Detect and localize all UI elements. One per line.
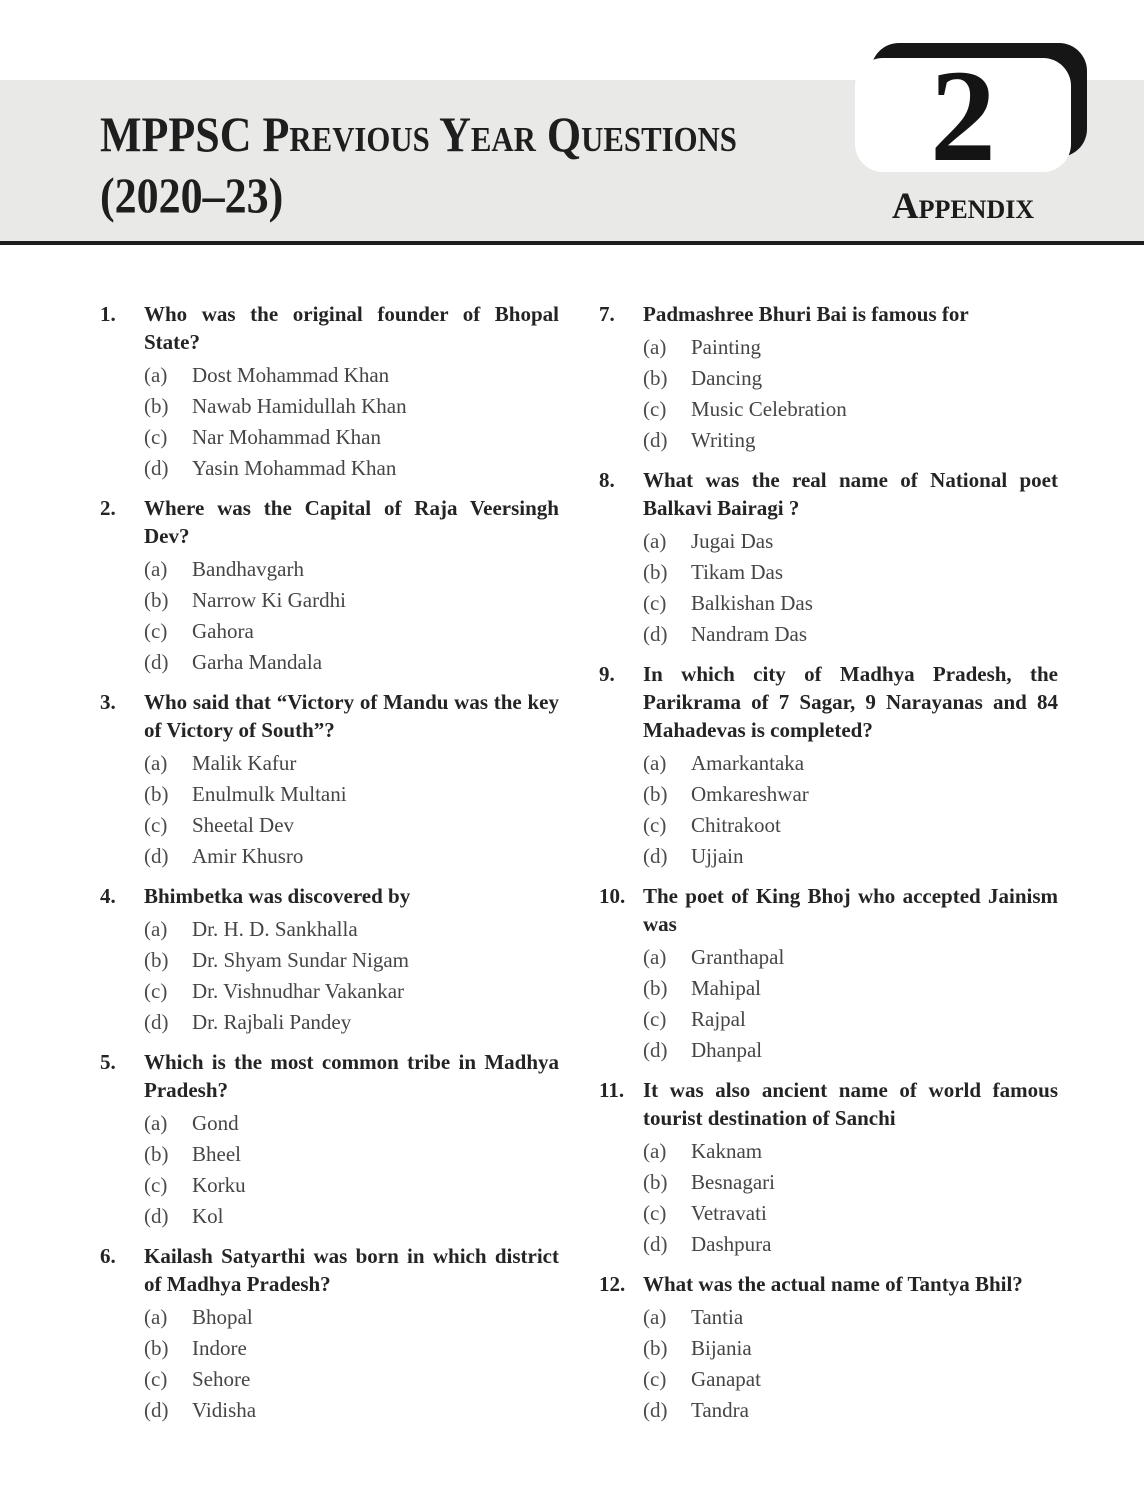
- option: [643, 1139, 1058, 1163]
- option: [643, 1367, 1058, 1391]
- option-text: Bhopal: [192, 1305, 253, 1329]
- option-letter: (d): [144, 1010, 169, 1034]
- question-12: [599, 1270, 1058, 1422]
- option: [144, 979, 559, 1003]
- question-number: 12.: [599, 1272, 626, 1296]
- question-number: 1.: [100, 302, 116, 326]
- option-text: Tantia: [691, 1305, 744, 1329]
- question-text: It was also ancient name of world famous tourist destination of Sanchi: [643, 1078, 1058, 1130]
- question-text: Padmashree Bhuri Bai is famous for: [643, 302, 969, 326]
- question-number: 4.: [100, 884, 116, 908]
- question-text: Which is the most common tribe in Madhya Pradesh?: [144, 1050, 559, 1102]
- option: [643, 397, 1058, 421]
- option-text: Omkareshwar: [691, 782, 809, 806]
- option: [643, 844, 1058, 868]
- option-letter: (b): [144, 1142, 169, 1166]
- question-head: [599, 882, 1058, 938]
- option: [144, 1398, 559, 1422]
- option-text: Vetravati: [691, 1201, 767, 1225]
- option-text: Mahipal: [691, 976, 761, 1000]
- option-text: Gond: [192, 1111, 239, 1135]
- option-text: Tandra: [691, 1398, 749, 1422]
- option-letter: (a): [144, 1305, 168, 1329]
- option: [643, 428, 1058, 452]
- option-text: Painting: [691, 335, 762, 359]
- option-letter: (b): [144, 1336, 169, 1360]
- option: [643, 1007, 1058, 1031]
- option-letter: (c): [144, 425, 168, 449]
- option: [144, 363, 559, 387]
- question-1: [100, 300, 559, 480]
- option: [144, 1336, 559, 1360]
- option-text: Ganapat: [691, 1367, 761, 1391]
- option-letter: (b): [144, 948, 169, 972]
- option-text: Sehore: [192, 1367, 251, 1391]
- question-number: 11.: [599, 1078, 625, 1102]
- option: [144, 917, 559, 941]
- question-head: [100, 688, 559, 744]
- option: [643, 591, 1058, 615]
- question-head: [599, 1270, 1058, 1298]
- option-letter: (c): [643, 591, 667, 615]
- option-letter: (d): [144, 1204, 169, 1228]
- page-title-line2: (2020–23): [100, 167, 284, 223]
- option: [144, 948, 559, 972]
- option: [144, 619, 559, 643]
- question-head: [599, 660, 1058, 744]
- option: [643, 366, 1058, 390]
- option-text: Bijania: [691, 1336, 752, 1360]
- option-text: Balkishan Das: [691, 591, 813, 615]
- option-letter: (b): [643, 1170, 668, 1194]
- question-2: [100, 494, 559, 674]
- option-letter: (d): [144, 844, 169, 868]
- option-letter: (b): [144, 394, 169, 418]
- right-column: [599, 300, 1058, 1436]
- appendix-badge: [855, 42, 1071, 189]
- option-text: Granthapal: [691, 945, 785, 969]
- option-text: Malik Kafur: [192, 751, 297, 775]
- left-column: [100, 300, 559, 1436]
- question-text: What was the actual name of Tantya Bhil?: [643, 1272, 1023, 1296]
- question-5: [100, 1048, 559, 1228]
- option: [144, 456, 559, 480]
- appendix-number: 2: [930, 42, 996, 189]
- question-number: 6.: [100, 1244, 116, 1268]
- option-letter: (c): [144, 979, 168, 1003]
- option-text: Nar Mohammad Khan: [192, 425, 381, 449]
- option: [144, 1010, 559, 1034]
- option-letter: (d): [643, 1232, 668, 1256]
- option: [643, 1038, 1058, 1062]
- option: [144, 557, 559, 581]
- option: [643, 813, 1058, 837]
- question-text: The poet of King Bhoj who accepted Jainism was: [643, 884, 1058, 936]
- option-letter: (a): [144, 917, 168, 941]
- option: [144, 425, 559, 449]
- option-text: Dr. H. D. Sankhalla: [192, 917, 358, 941]
- question-number: 9.: [599, 662, 615, 686]
- option: [643, 1305, 1058, 1329]
- option-letter: (a): [643, 1305, 667, 1329]
- option-letter: (a): [144, 1111, 168, 1135]
- question-head: [599, 466, 1058, 522]
- option-text: Indore: [192, 1336, 247, 1360]
- option-letter: (d): [643, 428, 668, 452]
- option-letter: (d): [144, 650, 169, 674]
- option-text: Amarkantaka: [691, 751, 805, 775]
- option: [643, 529, 1058, 553]
- option: [144, 1305, 559, 1329]
- option-text: Dr. Shyam Sundar Nigam: [192, 948, 409, 972]
- question-7: [599, 300, 1058, 452]
- option-text: Dashpura: [691, 1232, 772, 1256]
- option-letter: (d): [643, 1038, 668, 1062]
- option-letter: (d): [643, 1398, 668, 1422]
- question-head: [100, 300, 559, 356]
- option-text: Narrow Ki Gardhi: [192, 588, 346, 612]
- option-letter: (c): [643, 813, 667, 837]
- option: [144, 1204, 559, 1228]
- option-letter: (d): [643, 844, 668, 868]
- question-text: Bhimbetka was discovered by: [144, 884, 411, 908]
- option-text: Besnagari: [691, 1170, 775, 1194]
- option-letter: (a): [643, 335, 667, 359]
- option: [643, 560, 1058, 584]
- option: [144, 813, 559, 837]
- option-text: Bheel: [192, 1142, 241, 1166]
- option-letter: (a): [643, 751, 667, 775]
- option-letter: (c): [643, 1367, 667, 1391]
- option: [643, 751, 1058, 775]
- option-letter: (b): [643, 1336, 668, 1360]
- option: [643, 945, 1058, 969]
- option-letter: (c): [144, 619, 168, 643]
- option-letter: (b): [643, 976, 668, 1000]
- option-text: Nandram Das: [691, 622, 808, 646]
- page-title-line1: MPPSC Previous Year Questions: [100, 106, 737, 162]
- option-letter: (b): [144, 588, 169, 612]
- option: [643, 976, 1058, 1000]
- question-text: In which city of Madhya Pradesh, the Parikrama of 7 Sagar, 9 Narayanas and 84 Mahadevas is completed?: [643, 662, 1058, 742]
- option-text: Ujjain: [691, 844, 744, 868]
- option-text: Chitrakoot: [691, 813, 781, 837]
- option-text: Tikam Das: [691, 560, 783, 584]
- option-text: Sheetal Dev: [192, 813, 295, 837]
- option: [643, 1398, 1058, 1422]
- option-letter: (d): [144, 1398, 169, 1422]
- question-3: [100, 688, 559, 868]
- option: [144, 650, 559, 674]
- option-text: Dhanpal: [691, 1038, 763, 1062]
- option-letter: (b): [643, 560, 668, 584]
- option-text: Dr. Rajbali Pandey: [192, 1010, 352, 1034]
- option-letter: (c): [643, 1007, 667, 1031]
- option-letter: (c): [643, 1201, 667, 1225]
- question-text: What was the real name of National poet Balkavi Bairagi ?: [643, 468, 1058, 520]
- option: [643, 1232, 1058, 1256]
- option: [144, 782, 559, 806]
- option-text: Korku: [192, 1173, 246, 1197]
- option-letter: (a): [144, 557, 168, 581]
- question-text: Who said that “Victory of Mandu was the key of Victory of South”?: [144, 690, 559, 742]
- question-number: 2.: [100, 496, 116, 520]
- option-letter: (a): [643, 1139, 667, 1163]
- option-letter: (a): [144, 363, 168, 387]
- option: [144, 394, 559, 418]
- option-letter: (c): [144, 813, 168, 837]
- question-number: 7.: [599, 302, 615, 326]
- option-text: Yasin Mohammad Khan: [192, 456, 397, 480]
- question-9: [599, 660, 1058, 868]
- option-text: Vidisha: [192, 1398, 257, 1422]
- questions-content: [100, 300, 1058, 1436]
- question-8: [599, 466, 1058, 646]
- option-letter: (a): [643, 529, 667, 553]
- question-head: [100, 494, 559, 550]
- question-head: [599, 300, 1058, 328]
- question-6: [100, 1242, 559, 1422]
- question-head: [599, 1076, 1058, 1132]
- option-text: Dost Mohammad Khan: [192, 363, 390, 387]
- option: [144, 1367, 559, 1391]
- option-text: Garha Mandala: [192, 650, 323, 674]
- option: [643, 335, 1058, 359]
- option-letter: (d): [643, 622, 668, 646]
- option-letter: (b): [643, 366, 668, 390]
- option: [144, 844, 559, 868]
- option: [144, 1142, 559, 1166]
- option-text: Enulmulk Multani: [192, 782, 347, 806]
- option: [144, 1173, 559, 1197]
- question-text: Where was the Capital of Raja Veersingh Dev?: [144, 496, 559, 548]
- option-text: Dr. Vishnudhar Vakankar: [192, 979, 405, 1003]
- option-text: Kol: [192, 1204, 224, 1228]
- option: [643, 1170, 1058, 1194]
- question-10: [599, 882, 1058, 1062]
- option: [643, 782, 1058, 806]
- question-number: 8.: [599, 468, 615, 492]
- page-title: [100, 104, 737, 226]
- option-text: Writing: [691, 428, 756, 452]
- appendix-label: Appendix: [891, 186, 1035, 227]
- option-text: Music Celebration: [691, 397, 847, 421]
- option: [643, 1336, 1058, 1360]
- option-text: Gahora: [192, 619, 254, 643]
- question-11: [599, 1076, 1058, 1256]
- question-text: Who was the original founder of Bhopal State?: [144, 302, 559, 354]
- option-text: Bandhavgarh: [192, 557, 304, 581]
- option-text: Kaknam: [691, 1139, 763, 1163]
- option: [643, 622, 1058, 646]
- option-text: Rajpal: [691, 1007, 746, 1031]
- header-rule: [0, 241, 1144, 245]
- option-text: Jugai Das: [691, 529, 774, 553]
- option-letter: (b): [144, 782, 169, 806]
- option-letter: (c): [144, 1367, 168, 1391]
- option-letter: (c): [643, 397, 667, 421]
- question-number: 10.: [599, 884, 626, 908]
- option: [144, 1111, 559, 1135]
- option-letter: (a): [144, 751, 168, 775]
- option-letter: (b): [643, 782, 668, 806]
- question-number: 5.: [100, 1050, 116, 1074]
- option-text: Dancing: [691, 366, 763, 390]
- question-head: [100, 1242, 559, 1298]
- question-head: [100, 882, 559, 910]
- question-text: Kailash Satyarthi was born in which district of Madhya Pradesh?: [144, 1244, 559, 1296]
- option-text: Amir Khusro: [192, 844, 304, 868]
- option: [144, 751, 559, 775]
- option-letter: (d): [144, 456, 169, 480]
- question-4: [100, 882, 559, 1034]
- question-head: [100, 1048, 559, 1104]
- question-number: 3.: [100, 690, 116, 714]
- option: [643, 1201, 1058, 1225]
- option-letter: (a): [643, 945, 667, 969]
- option-text: Nawab Hamidullah Khan: [192, 394, 407, 418]
- option-letter: (c): [144, 1173, 168, 1197]
- option: [144, 588, 559, 612]
